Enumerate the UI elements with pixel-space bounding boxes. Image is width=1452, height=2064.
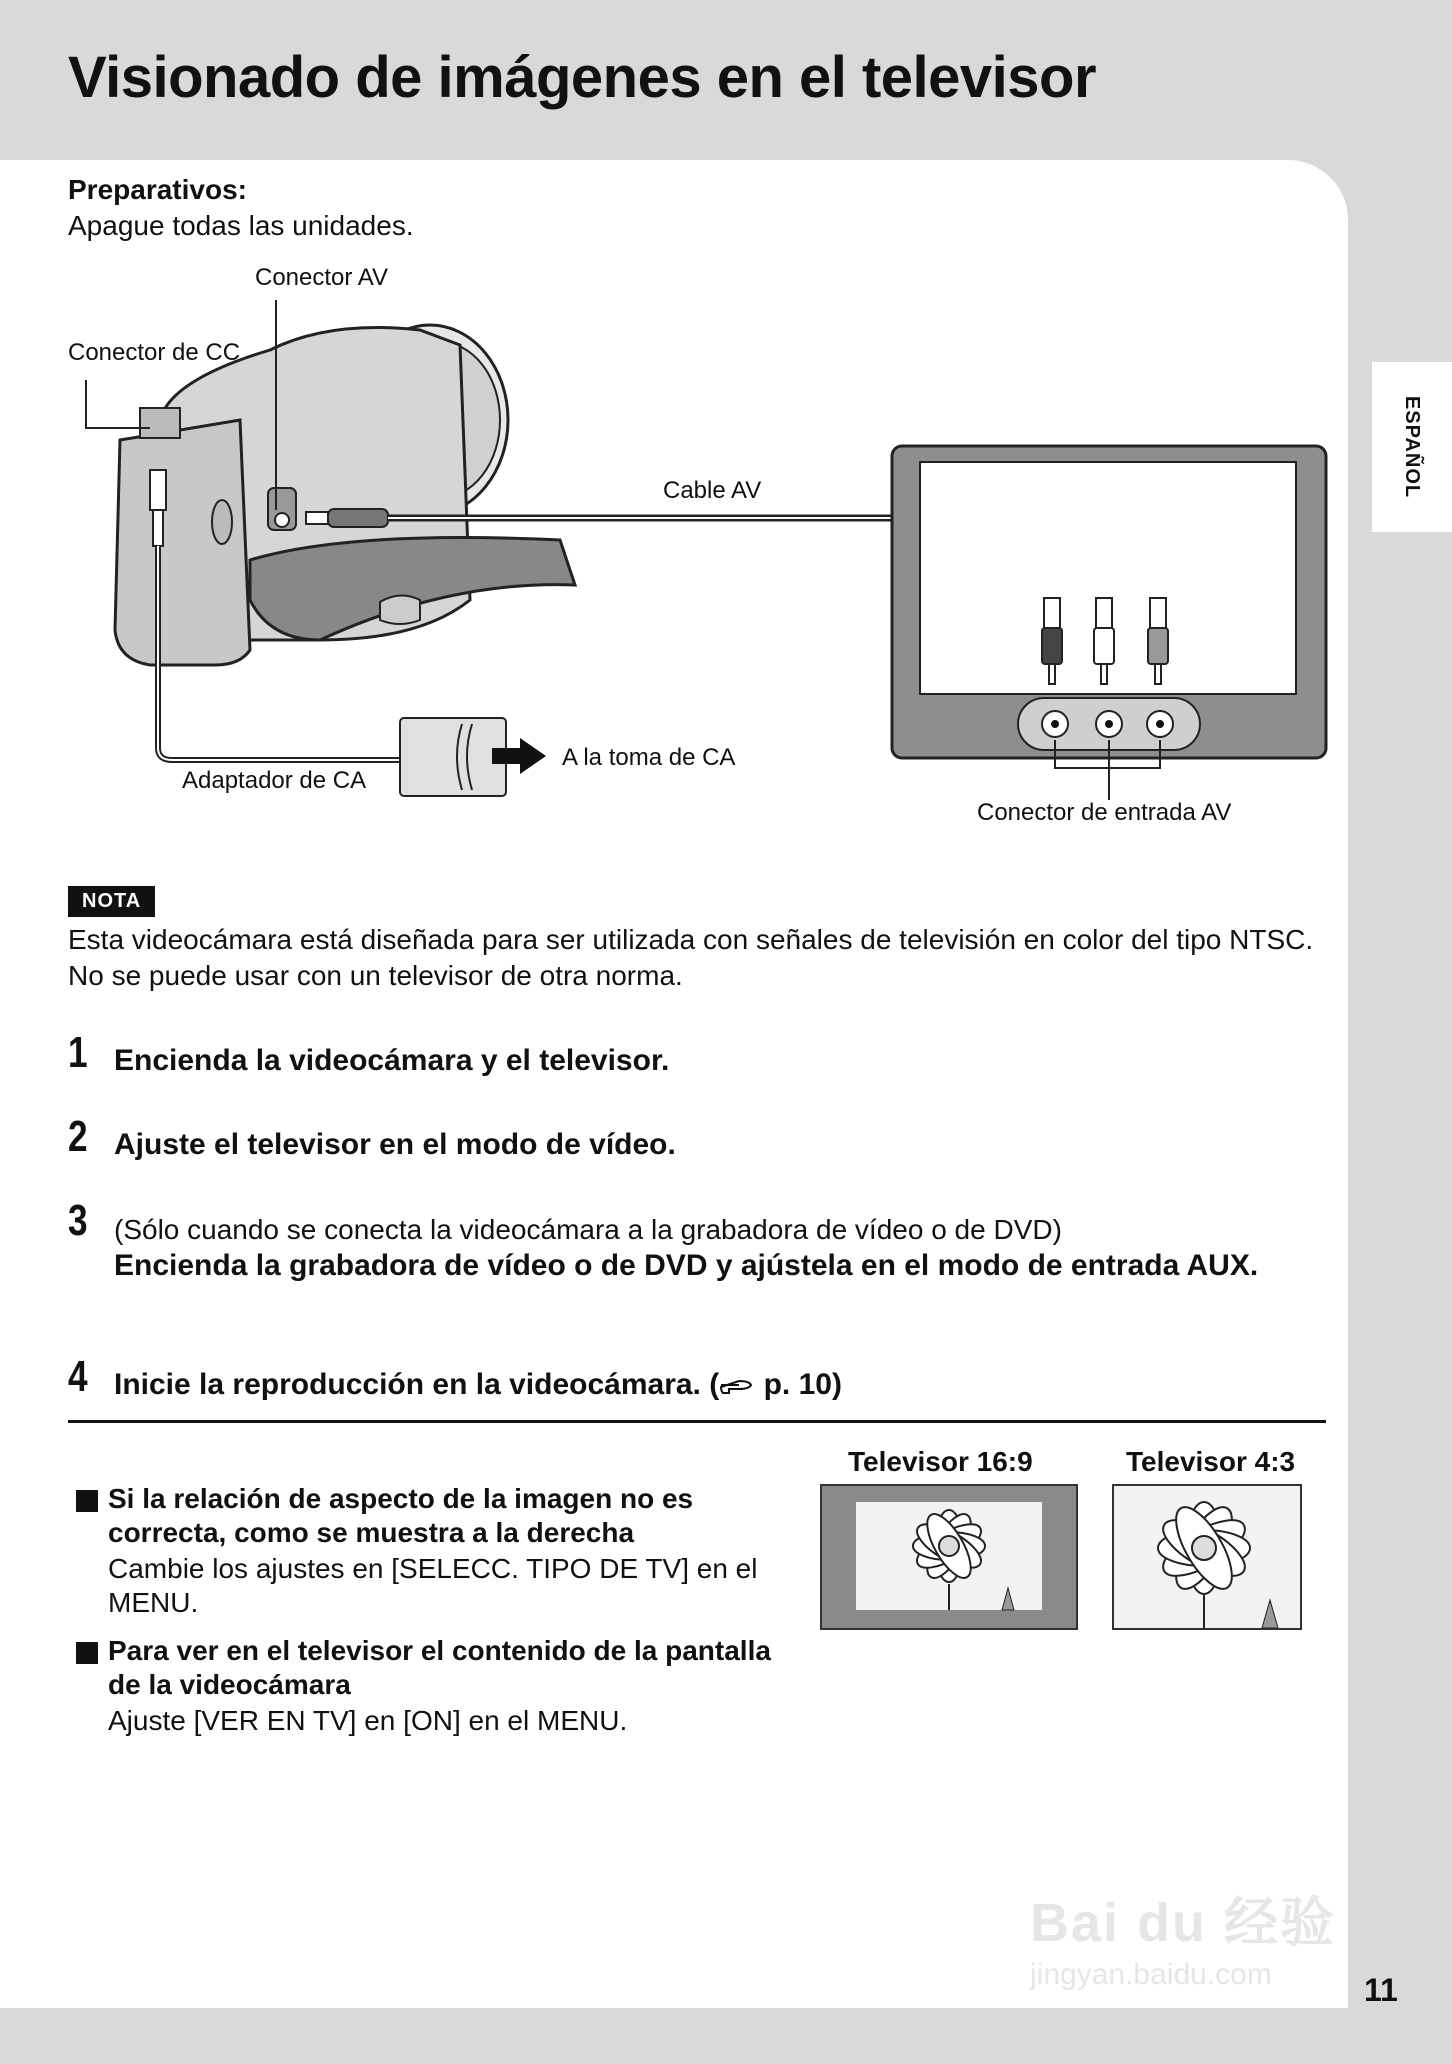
step-4-page-ref: p. 10) bbox=[763, 1368, 842, 1401]
av-input-jacks bbox=[1042, 711, 1173, 737]
av-plug bbox=[306, 512, 328, 524]
reference-hand-icon bbox=[719, 1373, 755, 1397]
dc-plug bbox=[150, 470, 166, 510]
label-conector-av: Conector AV bbox=[255, 264, 388, 291]
language-tab-label: ESPAÑOL bbox=[1401, 395, 1423, 499]
step-2-text: Ajuste el televisor en el modo de vídeo. bbox=[114, 1128, 676, 1161]
bullet-1-heading: Si la relación de aspecto de la imagen no es correcta, como se muestra a la derecha bbox=[108, 1483, 694, 1548]
step-3-condition: (Sólo cuando se conecta la videocámara a la grabadora de vídeo o de DVD) bbox=[114, 1214, 1062, 1245]
label-cable-av: Cable AV bbox=[663, 477, 762, 504]
connection-diagram bbox=[0, 0, 1340, 860]
step-4-ref-open: ( bbox=[709, 1368, 720, 1401]
note-text: Esta videocámara está diseñada para ser utilizada con señales de televisión en color del tipo NTSC. No se puede usar con un televisor de otra norma. bbox=[68, 924, 1314, 991]
tv-wide-example-image bbox=[820, 1484, 1078, 1630]
bullet-1-body: Cambie los ajustes en [SELECC. TIPO DE TV] en el MENU. bbox=[108, 1553, 758, 1618]
preparation-label: Preparativos: bbox=[68, 174, 247, 205]
preparation-text: Apague todas las unidades. bbox=[68, 210, 414, 241]
step-3-number: 3 bbox=[68, 1196, 88, 1245]
note-badge: NOTA bbox=[68, 886, 155, 917]
step-1-text: Encienda la videocámara y el televisor. bbox=[114, 1044, 670, 1077]
tv-wide-label: Televisor 16:9 bbox=[848, 1446, 1033, 1477]
tv-standard-example-image bbox=[1112, 1484, 1302, 1630]
watermark-url: jingyan.baidu.com bbox=[1030, 1958, 1272, 1991]
watermark-brand: Bai du 经验 bbox=[1030, 1893, 1337, 1953]
page-title: Visionado de imágenes en el televisor bbox=[68, 45, 1097, 110]
language-tab bbox=[1372, 362, 1452, 532]
label-adaptador-ca: Adaptador de CA bbox=[182, 767, 367, 794]
label-toma-ca: A la toma de CA bbox=[562, 744, 736, 771]
step-1-number: 1 bbox=[68, 1028, 88, 1077]
step-2-number: 2 bbox=[68, 1112, 88, 1161]
section-divider bbox=[68, 1420, 1326, 1423]
ac-adapter bbox=[400, 718, 506, 796]
label-entrada-av: Conector de entrada AV bbox=[977, 799, 1232, 826]
bullet-2-heading: Para ver en el televisor el contenido de la pantalla de la videocámara bbox=[108, 1635, 771, 1700]
step-4-line bbox=[114, 1368, 842, 1402]
step-3-text: Encienda la grabadora de vídeo o de DVD y ajústela en el modo de entrada AUX. bbox=[114, 1249, 1259, 1282]
page-number: 11 bbox=[1364, 1972, 1398, 2008]
bullet-2-body: Ajuste [VER EN TV] en [ON] en el MENU. bbox=[108, 1705, 628, 1736]
camcorder-illustration bbox=[115, 325, 575, 665]
label-conector-cc: Conector de CC bbox=[68, 339, 241, 366]
bullet-square-icon bbox=[76, 1490, 98, 1512]
step-4-number: 4 bbox=[68, 1352, 88, 1401]
bullet-square-icon bbox=[76, 1642, 98, 1664]
step-4-text: Inicie la reproducción en la videocámara. bbox=[114, 1368, 701, 1401]
tv-standard-label: Televisor 4:3 bbox=[1126, 1446, 1296, 1477]
